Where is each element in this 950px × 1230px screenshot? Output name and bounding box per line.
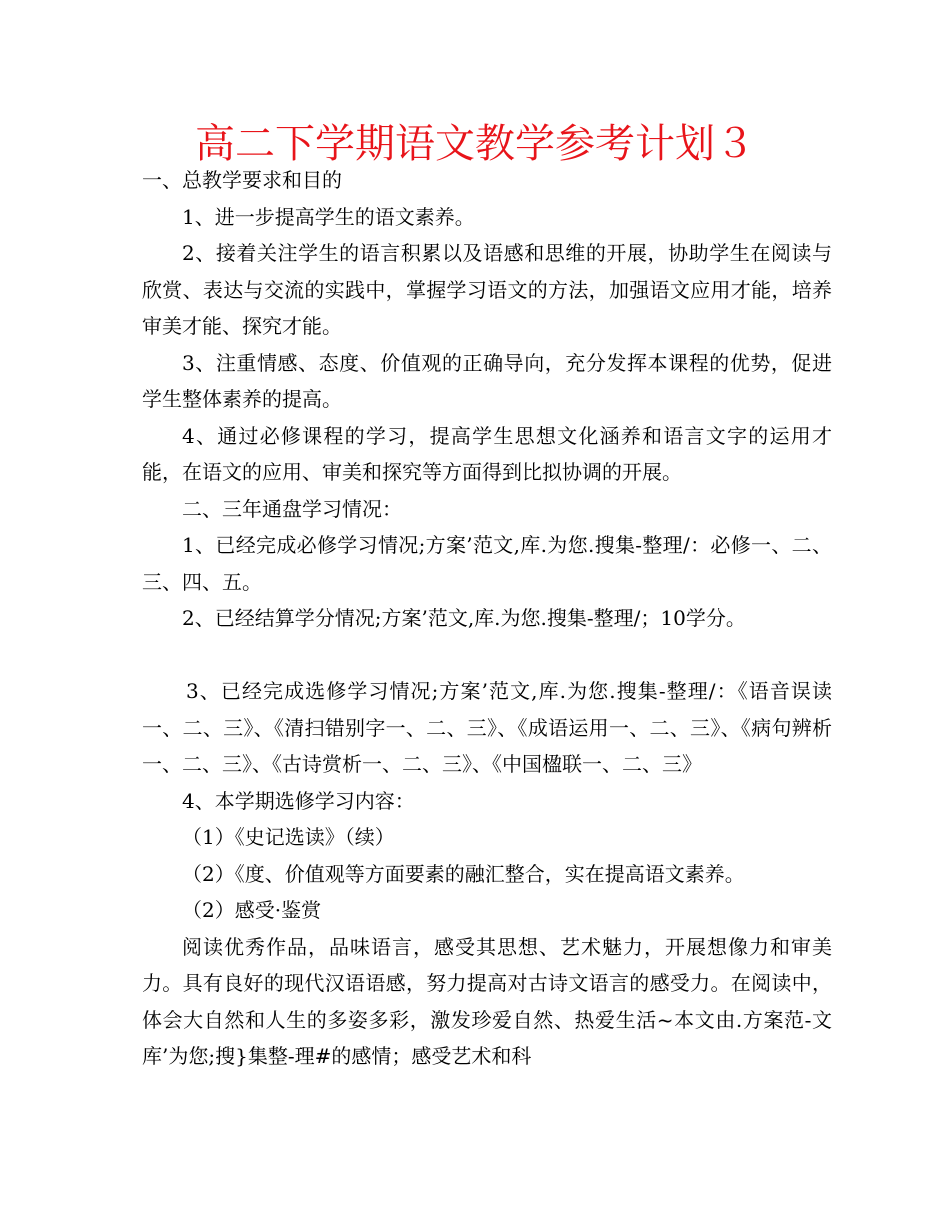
section-heading: 一、总教学要求和目的	[142, 168, 342, 192]
paragraph: 2、接着关注学生的语言积累以及语感和思维的开展，协助学生在阅读与欣赏、表达与交流的实践中，掌握学习语文的方法，加强语文应用才能，培养审美才能、探究才能。	[142, 241, 832, 338]
list-item: （2）感受·鉴赏	[182, 898, 322, 922]
paragraph: 阅读优秀作品，品味语言，感受其思想、艺术魅力，开展想像力和审美力。具有良好的现代汉语语感，努力提高对古诗文语言的感受力。在阅读中，体会大自然和人生的多姿多彩，激发珍爱自然、热爱生活~本文由.方案范-文库’为您;搜}集整-理#的感情；感受艺术和科	[142, 934, 832, 1068]
blank-line	[142, 637, 832, 674]
list-item: （2）《度、价值观等方面要素的融汇整合，实在提高语文素养。	[182, 861, 745, 886]
paragraph: 3、注重情感、态度、价值观的正确导向，充分发挥本课程的优势，促进学生整体素养的提高。	[142, 350, 832, 411]
paragraph: 4、通过必修课程的学习，提高学生思想文化涵养和语言文字的运用才能，在语文的应用、审美和探究等方面得到比拟协调的开展。	[142, 423, 832, 484]
paragraph: 2、已经结算学分情况;方案’范文,库.为您.搜集-整理/；10学分。	[182, 606, 746, 630]
paragraph: 4、本学期选修学习内容：	[182, 788, 415, 813]
document-body	[142, 162, 832, 1075]
paragraph: 1、进一步提高学生的语文素养。	[182, 204, 475, 229]
paragraph: 3、已经完成选修学习情况;方案’范文,库.为您.搜集-整理/：《语音误读一、二、三》、《清扫错别字一、二、三》、《成语运用一、二、三》、《病句辨析一、二、三》、《古诗赏析一、二、三》、《中国楹联一、二、三》	[142, 679, 832, 776]
paragraph: 1、已经完成必修学习情况;方案’范文,库.为您.搜集-整理/：必修一、二、三、四、五。	[142, 533, 832, 594]
list-item: （1）《史记选读》（续）	[182, 825, 395, 849]
document-title: 高二下学期语文教学参考计划３	[195, 121, 755, 167]
section-heading: 二、三年通盘学习情况：	[182, 496, 402, 521]
